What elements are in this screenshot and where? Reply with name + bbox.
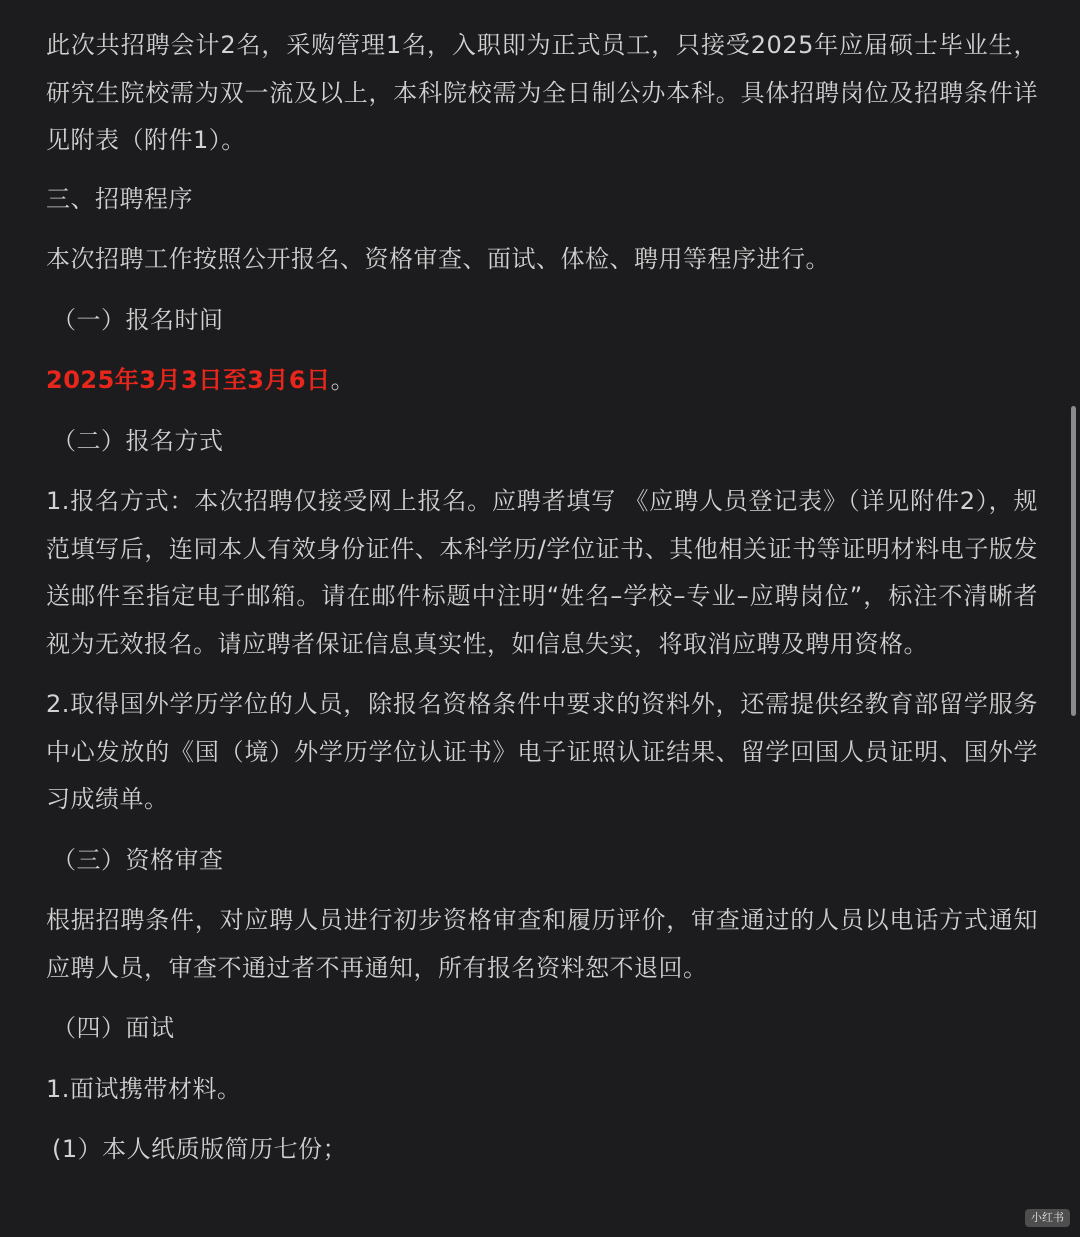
procedure-intro-paragraph: 本次招聘工作按照公开报名、资格审查、面试、体检、聘用等程序进行。 [46,245,830,273]
recruitment-summary-paragraph: 此次共招聘会计2名，采购管理1名，入职即为正式员工，只接受2025年应届硕士毕业生，研究生院校需为双一流及以上，本科院校需为全日制公办本科。具体招聘岗位及招聘条件详见附表（附件1）。 [46,31,1038,154]
watermark-logo: 小红书 [1025,1209,1070,1227]
registration-method-item-2: 2.取得国外学历学位的人员，除报名资格条件中要求的资料外，还需提供经教育部留学服务中心发放的《国（境）外学历学位认证书》电子证照认证结果、留学回国人员证明、国外学习成绩单。 [46,690,1038,813]
subheading-registration-time: （一）报名时间 [52,305,224,334]
qualification-review-paragraph: 根据招聘条件，对应聘人员进行初步资格审查和履历评价，审查通过的人员以电话方式通知应聘人员，审查不通过者不再通知，所有报名资料恕不退回。 [46,906,1038,982]
article-body [46,22,1038,1187]
registration-date-line [46,357,1038,405]
registration-method-item-1: 1.报名方式：本次招聘仅接受网上报名。应聘者填写 《应聘人员登记表》（详见附件2），规范填写后，连同本人有效身份证件、本科学历/学位证书、其他相关证书等证明材料电子版发送邮件至指定电子邮箱。请在邮件标题中注明“姓名–学校–专业–应聘岗位”，标注不清晰者视为无效报名。请应聘者保证信息真实性，如信息失实，将取消应聘及聘用资格。 [46,487,1038,658]
registration-date-period: 。 [330,366,356,394]
subheading-qualification-review: （三）资格审查 [52,845,224,874]
subheading-registration-method: （二）报名方式 [52,426,224,455]
interview-item-1-1: (1）本人纸质版简历七份； [52,1135,348,1163]
section-heading-recruitment-procedure: 三、招聘程序 [46,184,193,213]
vertical-scrollbar[interactable] [1071,406,1076,716]
registration-date-highlight: 2025年3月3日至3月6日 [46,366,331,394]
interview-item-1: 1.面试携带材料。 [46,1074,242,1103]
subheading-interview: （四）面试 [52,1014,175,1042]
